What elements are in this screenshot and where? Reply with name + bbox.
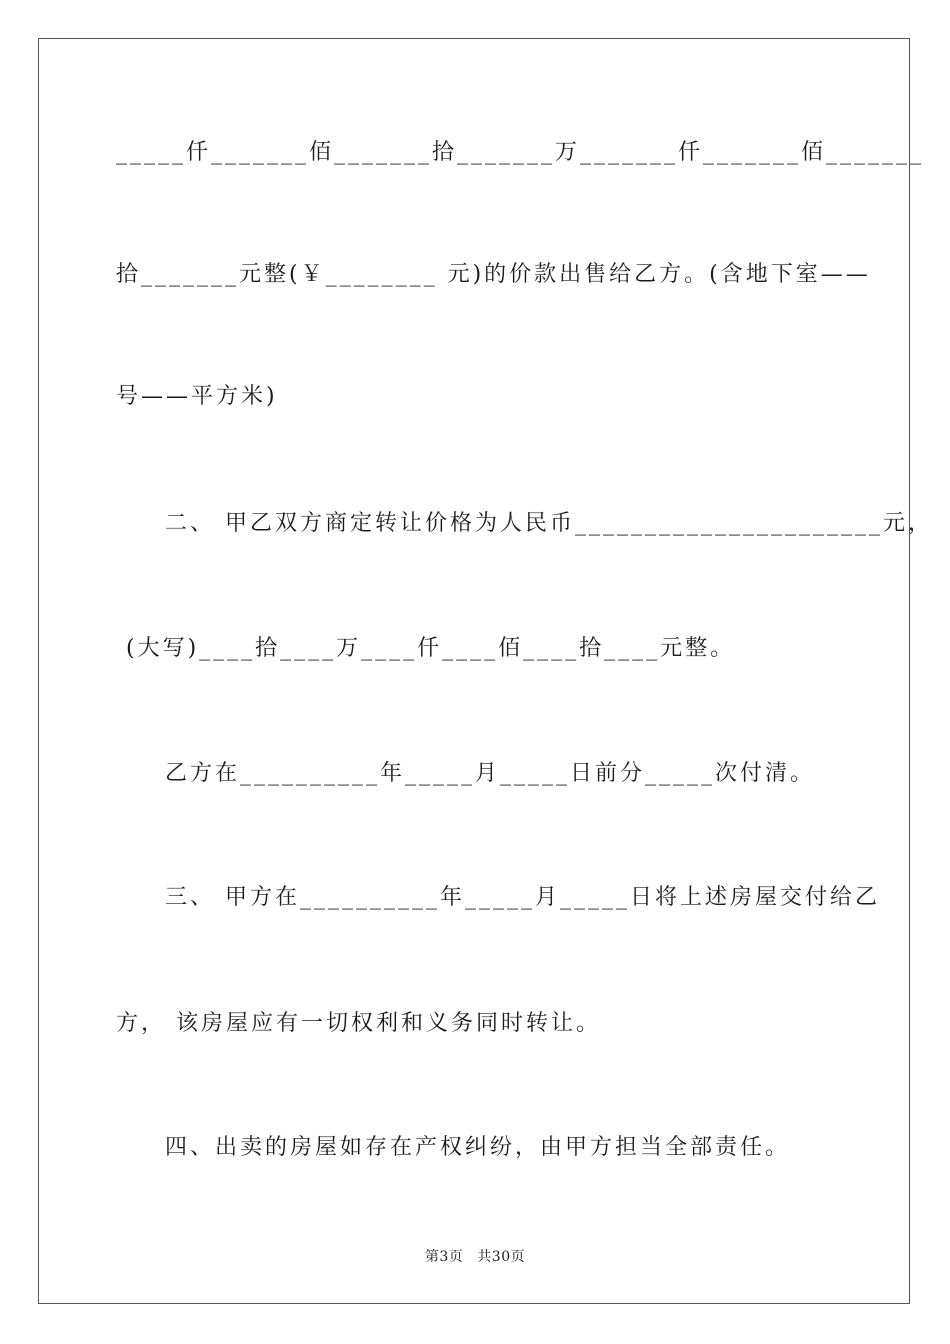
page-total: 共30页: [477, 1249, 526, 1265]
payment-schedule-line: 乙方在__________年_____月_____日前分_____次付清。: [165, 761, 816, 786]
amount-in-words-line-1: _____仟_______佰_______拾_______万_______仟_______佰_______: [116, 140, 925, 165]
amount-in-words-line-2: 拾_______元整(￥________ 元)的价款出售给乙方。(含地下室——: [116, 262, 871, 287]
clause-4-dispute-line: 四、出卖的房屋如存在产权纠纷，由甲方担当全部责任。: [165, 1135, 791, 1160]
page-footer: [0, 1247, 950, 1267]
clause-3-delivery-line: 三、 甲方在__________年_____月_____日将上述房屋交付给乙: [165, 885, 880, 910]
basement-area-line: 号——平方米): [116, 384, 278, 409]
clause-2-uppercase-amount-line: (大写)____拾____万____仟____佰____拾____元整。: [126, 636, 736, 661]
page-border: [38, 38, 933, 1304]
page-number: 第3页: [424, 1249, 464, 1265]
clause-3-rights-transfer-line: 方， 该房屋应有一切权利和义务同时转让。: [116, 1011, 601, 1036]
clause-2-price-line: 二、 甲乙双方商定转让价格为人民币______________________元，: [165, 511, 933, 536]
